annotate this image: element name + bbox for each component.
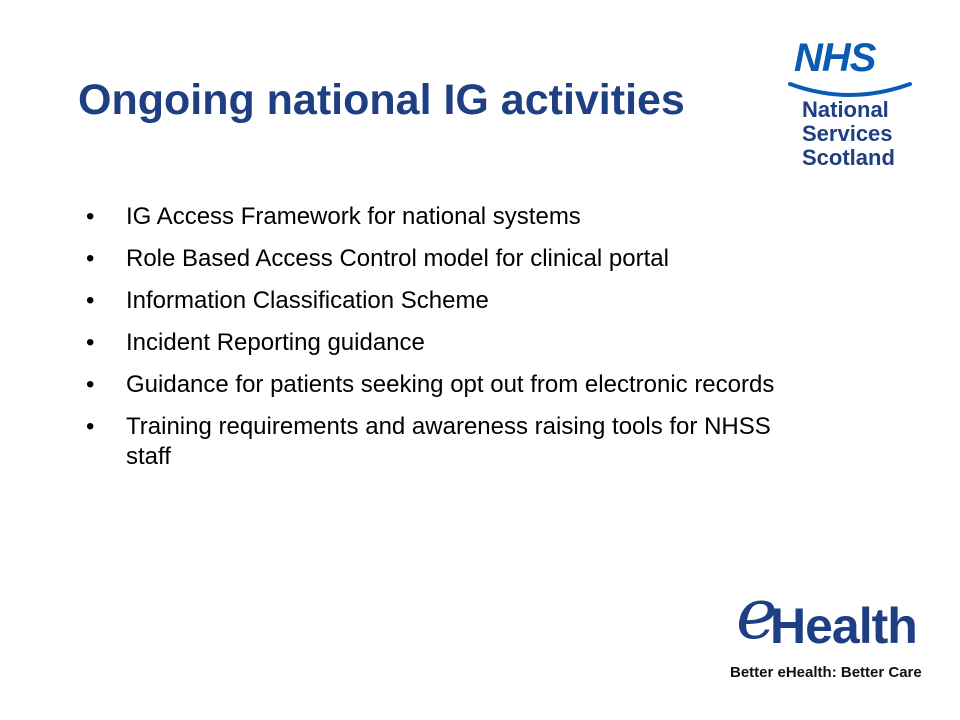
- ehealth-wordmark: Health: [770, 598, 917, 654]
- bullet-text: IG Access Framework for national systems: [126, 203, 581, 230]
- ehealth-e-glyph: e: [736, 573, 778, 655]
- bullet-text: Incident Reporting guidance: [126, 329, 425, 356]
- bullet-symbol: •: [86, 245, 95, 272]
- nhs-subtitle: [802, 98, 895, 170]
- bullet-symbol: •: [86, 329, 95, 356]
- ehealth-logo: [722, 573, 922, 690]
- bullet-item: [86, 286, 786, 316]
- bullet-item: [86, 412, 786, 472]
- bullet-text: Information Classification Scheme: [126, 287, 489, 314]
- bullet-symbol: •: [86, 287, 95, 314]
- nhs-subtitle-line: Scotland: [802, 145, 895, 170]
- bullet-text: Guidance for patients seeking opt out from electronic records: [126, 371, 775, 398]
- bullet-symbol: •: [86, 203, 95, 230]
- bullet-item: [86, 202, 786, 232]
- bullet-item: [86, 370, 786, 400]
- bullet-symbol: •: [86, 413, 95, 440]
- ehealth-tagline: Better eHealth: Better Care: [730, 664, 922, 681]
- bullet-symbol: •: [86, 371, 95, 398]
- bullet-text: Role Based Access Control model for clinical portal: [126, 245, 669, 272]
- nhs-logo: [788, 36, 913, 181]
- nhs-subtitle-line: Services: [802, 121, 893, 146]
- bullet-text: Training requirements and awareness raising tools for NHSS staff: [126, 413, 771, 470]
- bullet-item: [86, 244, 786, 274]
- bullet-list: [86, 202, 786, 484]
- slide-title: Ongoing national IG activities: [78, 76, 685, 124]
- nhs-subtitle-line: National: [802, 97, 889, 122]
- bullet-item: [86, 328, 786, 358]
- nhs-badge-text: NHS: [794, 36, 876, 80]
